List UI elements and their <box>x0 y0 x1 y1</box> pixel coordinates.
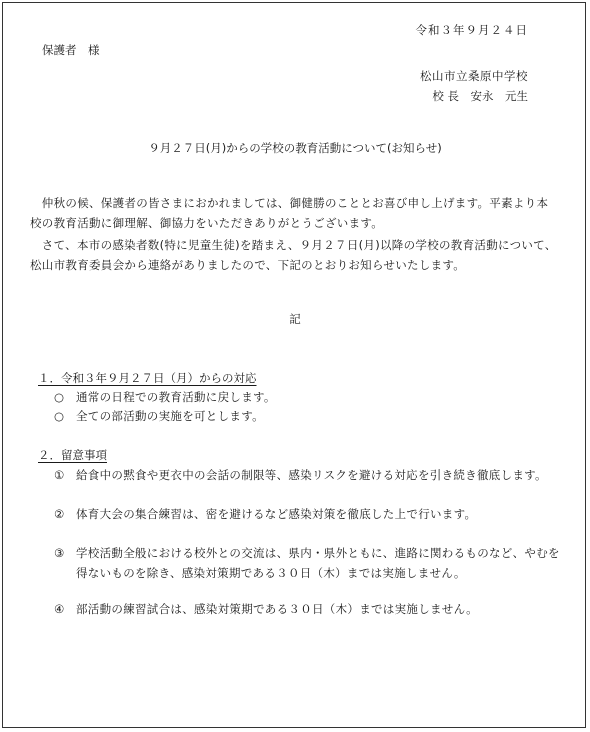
circled-number-4: ④ <box>54 602 65 616</box>
list-item-text: 部活動の練習試合は、感染対策期である３０日（木）までは実施しません。 <box>76 602 478 616</box>
document-title: ９月２７日(月)からの学校の教育活動について(お知らせ) <box>148 141 442 155</box>
list-item-text: 学校活動全般における校外との交流は、県内・県外ともに、進路に関わるものなど、やむを得ないものを除き、感染対策期である３０日（木）までは実施しません。 <box>76 546 560 580</box>
ki-heading: 記 <box>289 312 301 326</box>
body-paragraph-notice: さて、本市の感染者数(特に児童生徒)を踏まえ、９月２７日(月)以降の学校の教育活動について、松山市教育委員会から連絡がありましたので、下記のとおりお知らせいたします。 <box>30 238 557 272</box>
section-heading-notes: ２．留意事項 <box>38 448 107 462</box>
list-item <box>54 600 564 620</box>
circled-number-2: ② <box>54 507 65 521</box>
body-paragraph-greeting: 仲秋の候、保護者の皆さまにおかれましては、御健勝のこととお喜び申し上げます。平素より本校の教育活動に御理解、御協力をいただきありがとうございます。 <box>30 196 549 230</box>
circled-number-3: ③ <box>54 546 65 560</box>
list-item <box>54 505 564 525</box>
list-item <box>54 388 564 408</box>
list-item-text: 通常の日程での教育活動に戻します。 <box>76 390 276 404</box>
list-item <box>54 466 564 486</box>
bullet-circle-icon: ○ <box>54 409 65 423</box>
principal-name: 校 長 安永 元生 <box>432 89 528 103</box>
list-item-text: 全ての部活動の実施を可とします。 <box>76 409 264 423</box>
circled-number-1: ① <box>54 468 65 482</box>
document-date: 令和３年９月２４日 <box>415 23 528 37</box>
list-item-text: 体育大会の集合練習は、密を避けるなど感染対策を徹底した上で行います。 <box>76 507 477 521</box>
bullet-circle-icon: ○ <box>54 390 65 404</box>
list-item <box>54 544 564 583</box>
list-item <box>54 407 564 427</box>
recipient: 保護者 様 <box>42 43 100 57</box>
list-item-text: 給食中の黙食や更衣中の会話の制限等、感染リスクを避ける対応を引き続き徹底します。 <box>76 468 547 482</box>
section-heading-response: １．令和３年９月２７日（月）からの対応 <box>38 371 257 385</box>
school-name: 松山市立桑原中学校 <box>420 69 528 83</box>
